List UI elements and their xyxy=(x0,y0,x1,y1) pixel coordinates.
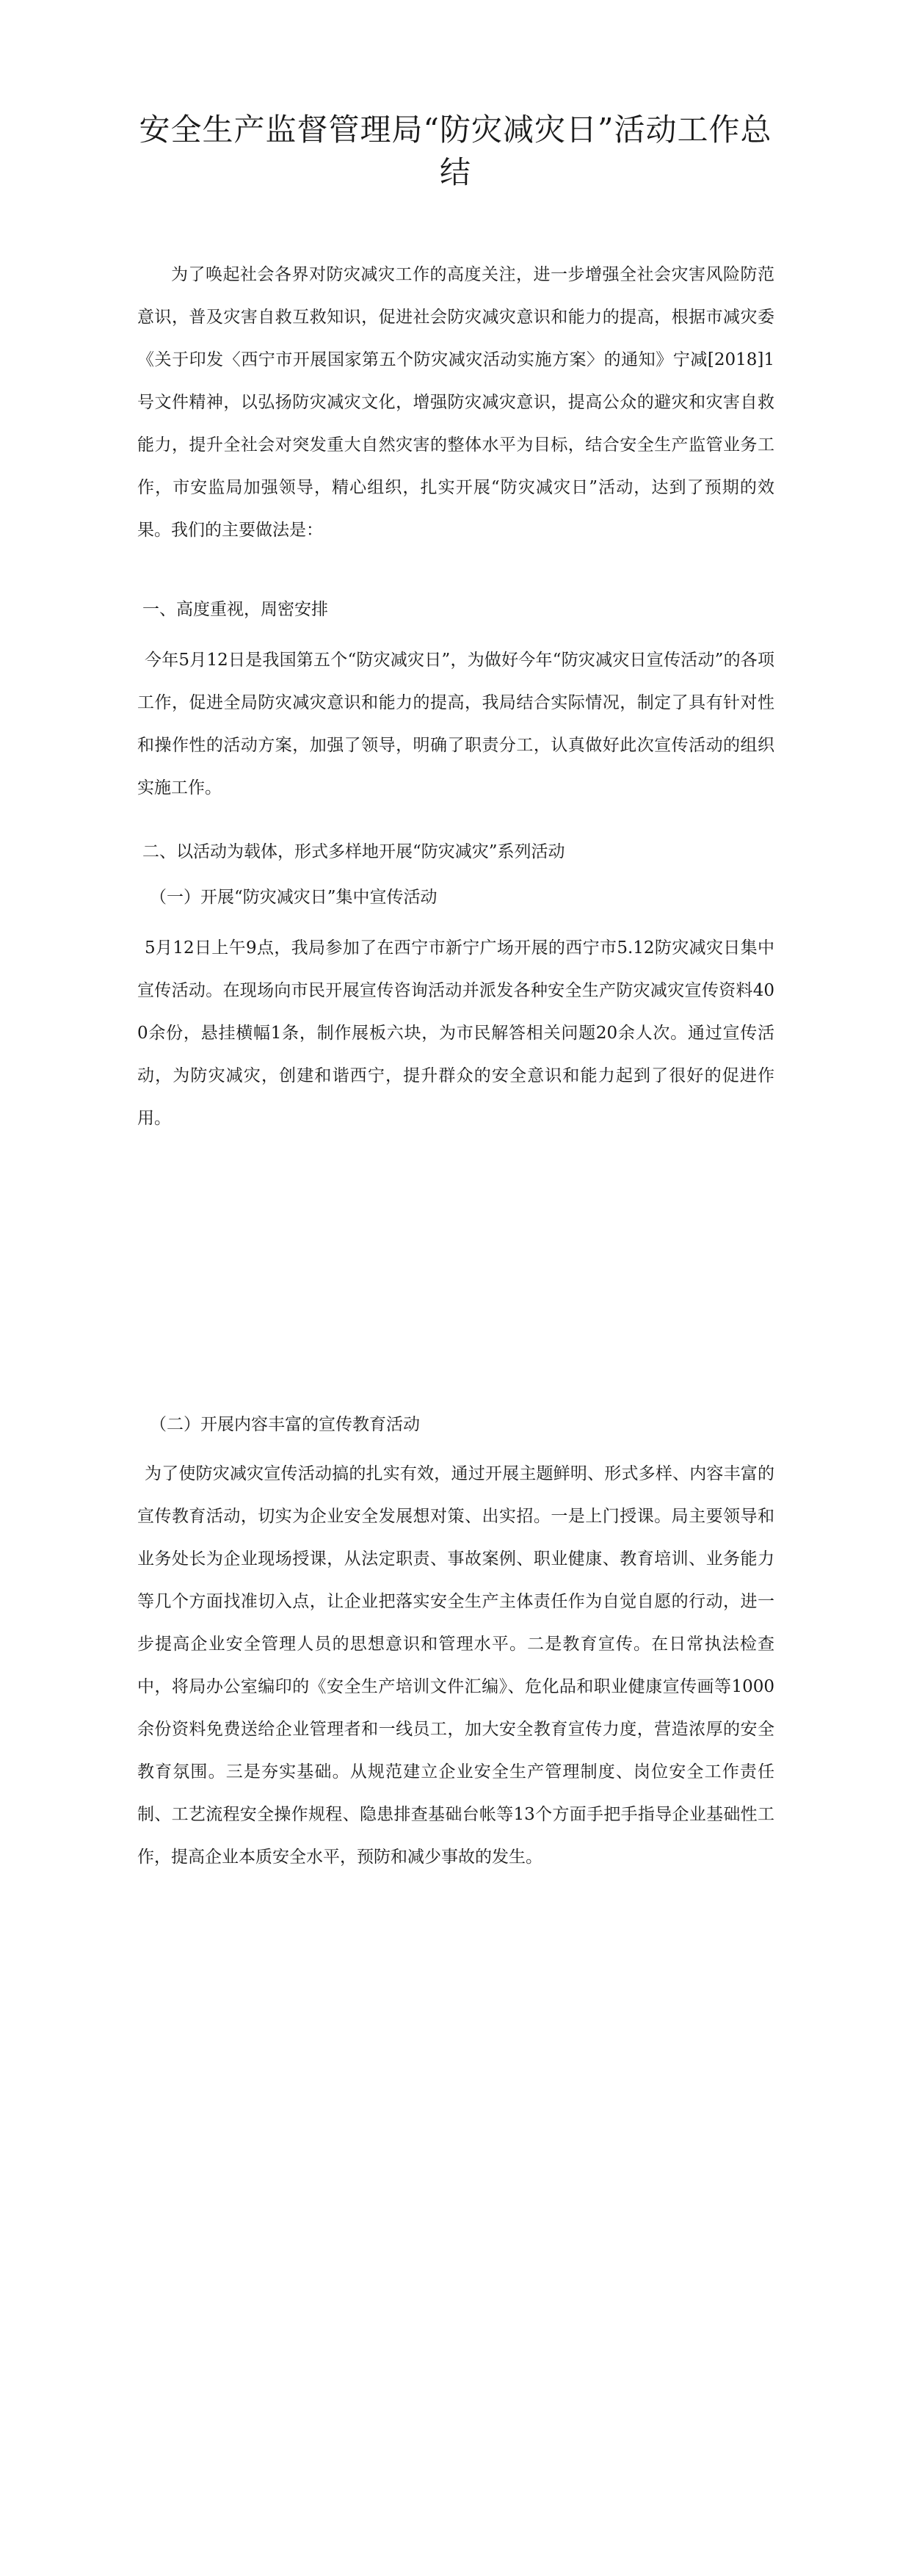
section2-heading: 二、以活动为载体，形式多样地开展“防灾减灾”系列活动 xyxy=(142,842,565,861)
subsection1-paragraph: 5月12日上午9点，我局参加了在西宁市新宁广场开展的西宁市5.12防灾减灾日集中宣传活动。在现场向市民开展宣传咨询活动并派发各种安全生产防灾减灾宣传资料400余份，悬挂横幅1条，制作展板六块，为市民解答相关问题20余人次。通过宣传活动，为防灾减灾，创建和谐西宁，提升群众的安全意识和能力起到了很好的促进作用。 xyxy=(137,938,774,1128)
subsection2-paragraph: 为了使防灾减灾宣传活动搞的扎实有效，通过开展主题鲜明、形式多样、内容丰富的宣传教育活动，切实为企业安全发展想对策、出实招。一是上门授课。局主要领导和业务处长为企业现场授课，从法定职责、事故案例、职业健康、教育培训、业务能力等几个方面找准切入点，让企业把落实安全生产主体责任作为自觉自愿的行动，进一步提高企业安全管理人员的思想意识和管理水平。二是教育宣传。在日常执法检查中，将局办公室编印的《安全生产培训文件汇编》、危化品和职业健康宣传画等1000余份资料免费送给企业管理者和一线员工，加大安全教育宣传力度，营造浓厚的安全教育氛围。三是夯实基础。从规范建立企业安全生产管理制度、岗位安全工作责任制、工艺流程安全操作规程、隐患排查基础台帐等13个方面手把手指导企业基础性工作，提高企业本质安全水平，预防和减少事故的发生。 xyxy=(137,1464,774,1867)
section1-heading: 一、高度重视，周密安排 xyxy=(142,600,328,619)
intro-paragraph: 为了唤起社会各界对防灾减灾工作的高度关注，进一步增强全社会灾害风险防范意识，普及灾害自救互救知识，促进社会防灾减灾意识和能力的提高，根据市减灾委《关于印发〈西宁市开展国家第五个防灾减灾活动实施方案〉的通知》宁减[2018]1号文件精神，以弘扬防灾减灾文化，增强防灾减灾意识，提高公众的避灾和灾害自救能力，提升全社会对突发重大自然灾害的整体水平为目标，结合安全生产监管业务工作，市安监局加强领导，精心组织，扎实开展“防灾减灾日”活动，达到了预期的效果。我们的主要做法是： xyxy=(137,265,774,540)
document-title: 安全生产监督管理局“防灾减灾日”活动工作总结 xyxy=(139,112,772,190)
section1-paragraph: 今年5月12日是我国第五个“防灾减灾日”，为做好今年“防灾减灾日宣传活动”的各项工作，促进全局防灾减灾意识和能力的提高，我局结合实际情况，制定了具有针对性和操作性的活动方案，加强了领导，明确了职责分工，认真做好此次宣传活动的组织实施工作。 xyxy=(137,651,774,797)
subsection1-heading: （一）开展“防灾减灾日”集中宣传活动 xyxy=(150,888,438,907)
subsection2-heading: （二）开展内容丰富的宣传教育活动 xyxy=(150,1415,420,1434)
